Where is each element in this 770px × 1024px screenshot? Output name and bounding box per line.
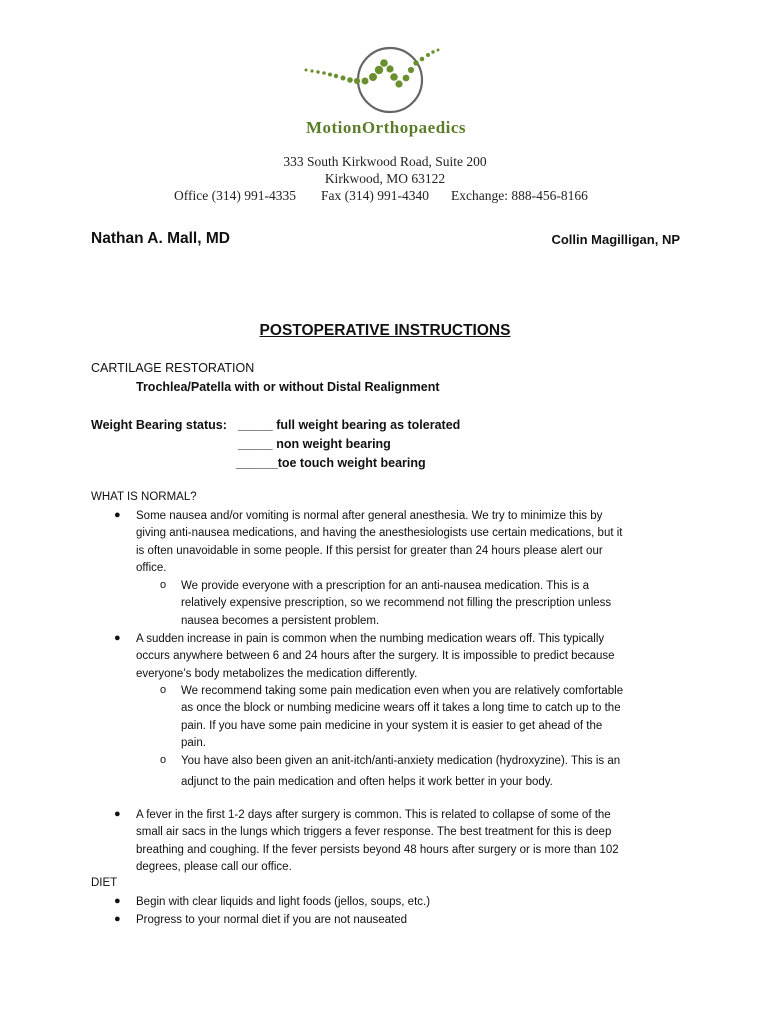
diet-item: Progress to your normal diet if you are not nauseated [136,914,408,926]
text-line: is often unavoidable in some people. If this persist for greater than 24 hours please alert our [136,544,603,557]
weight-bearing-option: ______toe touch weight bearing [236,456,426,470]
bullet-dot: ● [114,913,121,925]
list-item [181,683,701,753]
list-item [136,807,696,877]
sub-bullet-circle: o [160,754,167,766]
text-line: adjunct to the pain medication and often helps it work better in your body. [181,776,553,788]
text-line: nausea becomes a persistent problem. [181,614,380,627]
provider-np: Collin Magilligan, NP [551,232,680,247]
text-line: office. [136,562,167,575]
sub-bullet-circle: o [160,684,167,696]
page-title: POSTOPERATIVE INSTRUCTIONS [259,322,511,339]
text-line: A fever in the first 1-2 days after surgery is common. This is related to collapse of some of the [136,809,611,821]
text-line: relatively expensive prescription, so we recommend not filling the prescription unless [181,597,612,610]
logo-mark-icon [266,42,506,122]
weight-bearing-option: _____ non weight bearing [238,437,391,451]
text-line: We recommend taking some pain medication even when you are relatively comfortable [181,685,624,697]
address-line-2: Kirkwood, MO 63122 [324,171,446,186]
text-line: occurs anywhere between 6 and 24 hours after the surgery. It is impossible to predict because [136,650,615,663]
bullet-dot: ● [114,509,121,521]
weight-bearing-option: _____ full weight bearing as tolerated [238,418,461,432]
provider-physician: Nathan A. Mall, MD [91,230,230,247]
text-line: pain. [181,737,206,750]
text-line: degrees, please call our office. [136,861,292,874]
text-line: Some nausea and/or vomiting is normal after general anesthesia. We try to minimize this by [136,510,603,522]
text-line: small air sacs in the lungs which triggers a fever response. The best treatment for this is deep [136,826,612,839]
text-line: everyone’s body metabolizes the medication differently. [136,667,418,680]
contact-office: Office (314) 991-4335 [174,188,296,203]
section-heading-normal: WHAT IS NORMAL? [91,491,197,503]
text-line: as once the block or numbing medicine wears off it takes a long time to catch up to the [181,702,621,715]
bullet-dot: ● [114,895,121,907]
weight-bearing-label: Weight Bearing status: [91,418,227,432]
list-item [136,508,696,578]
text-line: pain. If you have some pain medicine in your system it is easier to get ahead of the [181,719,603,732]
text-line: We provide everyone with a prescription for an anti-nausea medication. This is a [181,580,590,592]
text-line: giving anti-nausea medications, and having the anesthesiologists use certain medications, but it [136,527,623,540]
list-item [136,631,696,683]
contact-exchange: Exchange: 888-456-8166 [451,188,588,203]
list-item [181,753,701,793]
list-item [181,578,701,630]
text-line: breathing and coughing. If the fever persists beyond 48 hours after surgery or is more than 102 [136,843,619,856]
text-line: You have also been given an anit-itch/anti-anxiety medication (hydroxyzine). This is an [181,755,621,767]
procedure-detail: Trochlea/Patella with or without Distal Realignment [136,380,440,394]
procedure-category: CARTILAGE RESTORATION [91,361,255,375]
text-line: A sudden increase in pain is common when the numbing medication wears off. This typically [136,633,605,645]
bullet-dot: ● [114,808,121,820]
diet-item: Begin with clear liquids and light foods (jellos, soups, etc.) [136,896,431,908]
section-heading-diet: DIET [91,877,118,889]
brand-name: MotionOrthopaedics [305,118,467,137]
sub-bullet-circle: o [160,579,167,591]
contact-fax: Fax (314) 991-4340 [321,188,429,203]
bullet-dot: ● [114,632,121,644]
address-line-1: 333 South Kirkwood Road, Suite 200 [283,154,487,169]
